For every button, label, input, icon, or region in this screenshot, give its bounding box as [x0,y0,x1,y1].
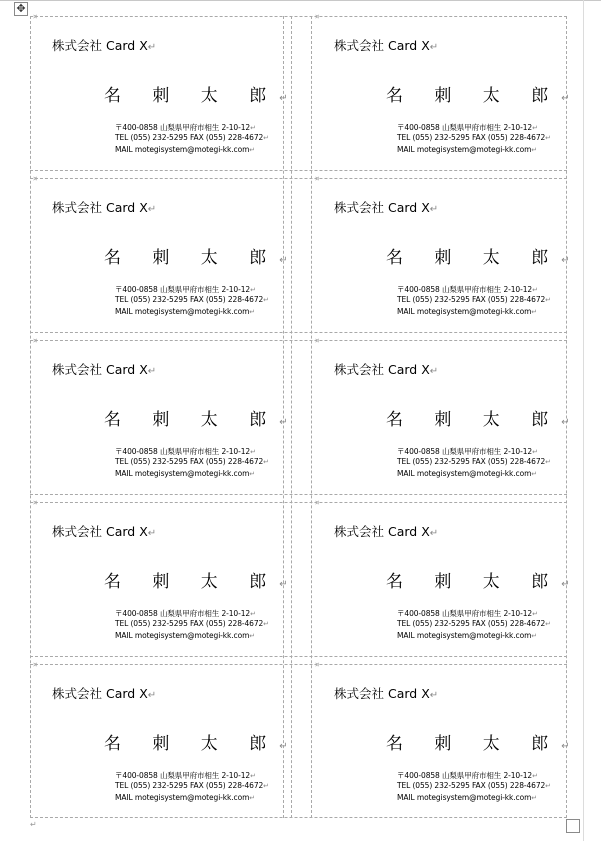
paragraph-mark: ↵ [249,632,256,640]
cell-end-mark: ¤ [33,13,38,21]
postal-address: 〒400-0858 山梨県甲府市相生 2-10-12↵ [115,285,256,294]
cell-end-mark: ¤ [315,175,320,183]
email-address: MAIL motegisystem@motegi-kk.com↵ [115,631,256,640]
email-address: MAIL motegisystem@motegi-kk.com↵ [397,307,538,316]
paragraph-mark: ↵ [532,124,538,132]
paragraph-mark: ↵ [249,146,256,154]
business-card[interactable] [312,337,570,494]
postal-address: 〒400-0858 山梨県甲府市相生 2-10-12↵ [397,771,538,780]
person-name: 名 刺 太 郎↵ [386,572,570,592]
paragraph-mark: ↵ [250,286,256,294]
paragraph-mark: ↵ [532,448,538,456]
postal-address: 〒400-0858 山梨県甲府市相生 2-10-12↵ [397,609,538,618]
paragraph-mark: ↵ [279,579,288,590]
paragraph-mark: ↵ [263,134,270,142]
paragraph-mark: ↵ [561,255,570,266]
company-name: 株式会社 Card X↵ [334,38,439,53]
person-name: 名 刺 太 郎↵ [104,410,288,430]
company-name: 株式会社 Card X↵ [52,524,157,539]
phone-fax: TEL (055) 232-5295 FAX (055) 228-4672↵ [397,619,552,628]
phone-fax: TEL (055) 232-5295 FAX (055) 228-4672↵ [397,457,552,466]
business-card[interactable] [312,499,570,656]
paragraph-mark: ↵ [545,782,552,790]
paragraph-mark: ↵ [561,93,570,104]
company-name: 株式会社 Card X↵ [334,362,439,377]
email-address: MAIL motegisystem@motegi-kk.com↵ [115,145,256,154]
business-card[interactable] [312,661,570,818]
paragraph-mark: ↵ [147,366,157,377]
paragraph-mark: ↵ [249,794,256,802]
paragraph-mark: ↵ [279,93,288,104]
paragraph-mark: ↵ [532,286,538,294]
paragraph-mark: ↵ [263,296,270,304]
paragraph-mark: ↵ [531,146,538,154]
paragraph-mark: ↵ [263,458,270,466]
paragraph-mark: ↵ [249,470,256,478]
document-end-mark: ↵ [30,820,37,829]
paragraph-mark: ↵ [561,741,570,752]
cell-end-mark: ¤ [33,499,38,507]
cell-end-mark: ¤ [315,337,320,345]
business-card[interactable] [30,337,288,494]
postal-address: 〒400-0858 山梨県甲府市相生 2-10-12↵ [397,447,538,456]
company-name: 株式会社 Card X↵ [52,38,157,53]
paragraph-mark: ↵ [279,417,288,428]
paragraph-mark: ↵ [249,308,256,316]
person-name: 名 刺 太 郎↵ [386,410,570,430]
paragraph-mark: ↵ [429,366,439,377]
company-name: 株式会社 Card X↵ [334,200,439,215]
business-card[interactable] [312,13,570,170]
paragraph-mark: ↵ [250,448,256,456]
page-top-edge [0,0,601,1]
table-move-handle-icon[interactable]: ✥ [14,2,28,16]
business-card[interactable] [312,175,570,332]
email-address: MAIL motegisystem@motegi-kk.com↵ [397,631,538,640]
paragraph-mark: ↵ [250,610,256,618]
cell-end-mark: ¤ [315,499,320,507]
person-name: 名 刺 太 郎↵ [386,248,570,268]
paragraph-mark: ↵ [429,204,439,215]
paragraph-mark: ↵ [429,528,439,539]
paragraph-mark: ↵ [531,794,538,802]
email-address: MAIL motegisystem@motegi-kk.com↵ [115,307,256,316]
table-resize-handle[interactable] [566,819,580,833]
cell-end-mark: ¤ [33,337,38,345]
business-card[interactable] [30,13,288,170]
email-address: MAIL motegisystem@motegi-kk.com↵ [115,469,256,478]
business-card[interactable] [30,661,288,818]
person-name: 名 刺 太 郎↵ [104,86,288,106]
email-address: MAIL motegisystem@motegi-kk.com↵ [115,793,256,802]
email-address: MAIL motegisystem@motegi-kk.com↵ [397,469,538,478]
postal-address: 〒400-0858 山梨県甲府市相生 2-10-12↵ [115,123,256,132]
cell-end-mark: ¤ [315,13,320,21]
paragraph-mark: ↵ [263,782,270,790]
table-border [30,332,567,333]
paragraph-mark: ↵ [531,632,538,640]
paragraph-mark: ↵ [531,470,538,478]
person-name: 名 刺 太 郎↵ [386,734,570,754]
cell-end-mark: ¤ [33,175,38,183]
paragraph-mark: ↵ [279,741,288,752]
paragraph-mark: ↵ [279,255,288,266]
paragraph-mark: ↵ [545,620,552,628]
person-name: 名 刺 太 郎↵ [104,572,288,592]
company-name: 株式会社 Card X↵ [334,686,439,701]
phone-fax: TEL (055) 232-5295 FAX (055) 228-4672↵ [397,133,552,142]
company-name: 株式会社 Card X↵ [52,686,157,701]
business-card[interactable] [30,175,288,332]
paragraph-mark: ↵ [561,417,570,428]
paragraph-mark: ↵ [147,690,157,701]
person-name: 名 刺 太 郎↵ [386,86,570,106]
phone-fax: TEL (055) 232-5295 FAX (055) 228-4672↵ [115,457,270,466]
email-address: MAIL motegisystem@motegi-kk.com↵ [397,793,538,802]
table-border [30,656,567,657]
paragraph-mark: ↵ [250,772,256,780]
paragraph-mark: ↵ [545,296,552,304]
postal-address: 〒400-0858 山梨県甲府市相生 2-10-12↵ [115,609,256,618]
paragraph-mark: ↵ [561,579,570,590]
table-border [30,494,567,495]
email-address: MAIL motegisystem@motegi-kk.com↵ [397,145,538,154]
paragraph-mark: ↵ [545,134,552,142]
phone-fax: TEL (055) 232-5295 FAX (055) 228-4672↵ [115,295,270,304]
company-name: 株式会社 Card X↵ [52,200,157,215]
person-name: 名 刺 太 郎↵ [104,248,288,268]
company-name: 株式会社 Card X↵ [334,524,439,539]
phone-fax: TEL (055) 232-5295 FAX (055) 228-4672↵ [115,781,270,790]
cell-end-mark: ¤ [33,661,38,669]
postal-address: 〒400-0858 山梨県甲府市相生 2-10-12↵ [397,285,538,294]
phone-fax: TEL (055) 232-5295 FAX (055) 228-4672↵ [397,781,552,790]
table-border [30,170,567,171]
postal-address: 〒400-0858 山梨県甲府市相生 2-10-12↵ [397,123,538,132]
paragraph-mark: ↵ [147,528,157,539]
paragraph-mark: ↵ [147,204,157,215]
postal-address: 〒400-0858 山梨県甲府市相生 2-10-12↵ [115,771,256,780]
paragraph-mark: ↵ [429,42,439,53]
phone-fax: TEL (055) 232-5295 FAX (055) 228-4672↵ [397,295,552,304]
person-name: 名 刺 太 郎↵ [104,734,288,754]
paragraph-mark: ↵ [147,42,157,53]
table-border [291,16,292,818]
paragraph-mark: ↵ [429,690,439,701]
company-name: 株式会社 Card X↵ [52,362,157,377]
phone-fax: TEL (055) 232-5295 FAX (055) 228-4672↵ [115,133,270,142]
cell-end-mark: ¤ [315,661,320,669]
postal-address: 〒400-0858 山梨県甲府市相生 2-10-12↵ [115,447,256,456]
page-right-edge [583,0,584,841]
paragraph-mark: ↵ [532,772,538,780]
paragraph-mark: ↵ [531,308,538,316]
paragraph-mark: ↵ [250,124,256,132]
paragraph-mark: ↵ [545,458,552,466]
business-card[interactable] [30,499,288,656]
phone-fax: TEL (055) 232-5295 FAX (055) 228-4672↵ [115,619,270,628]
paragraph-mark: ↵ [263,620,270,628]
paragraph-mark: ↵ [532,610,538,618]
